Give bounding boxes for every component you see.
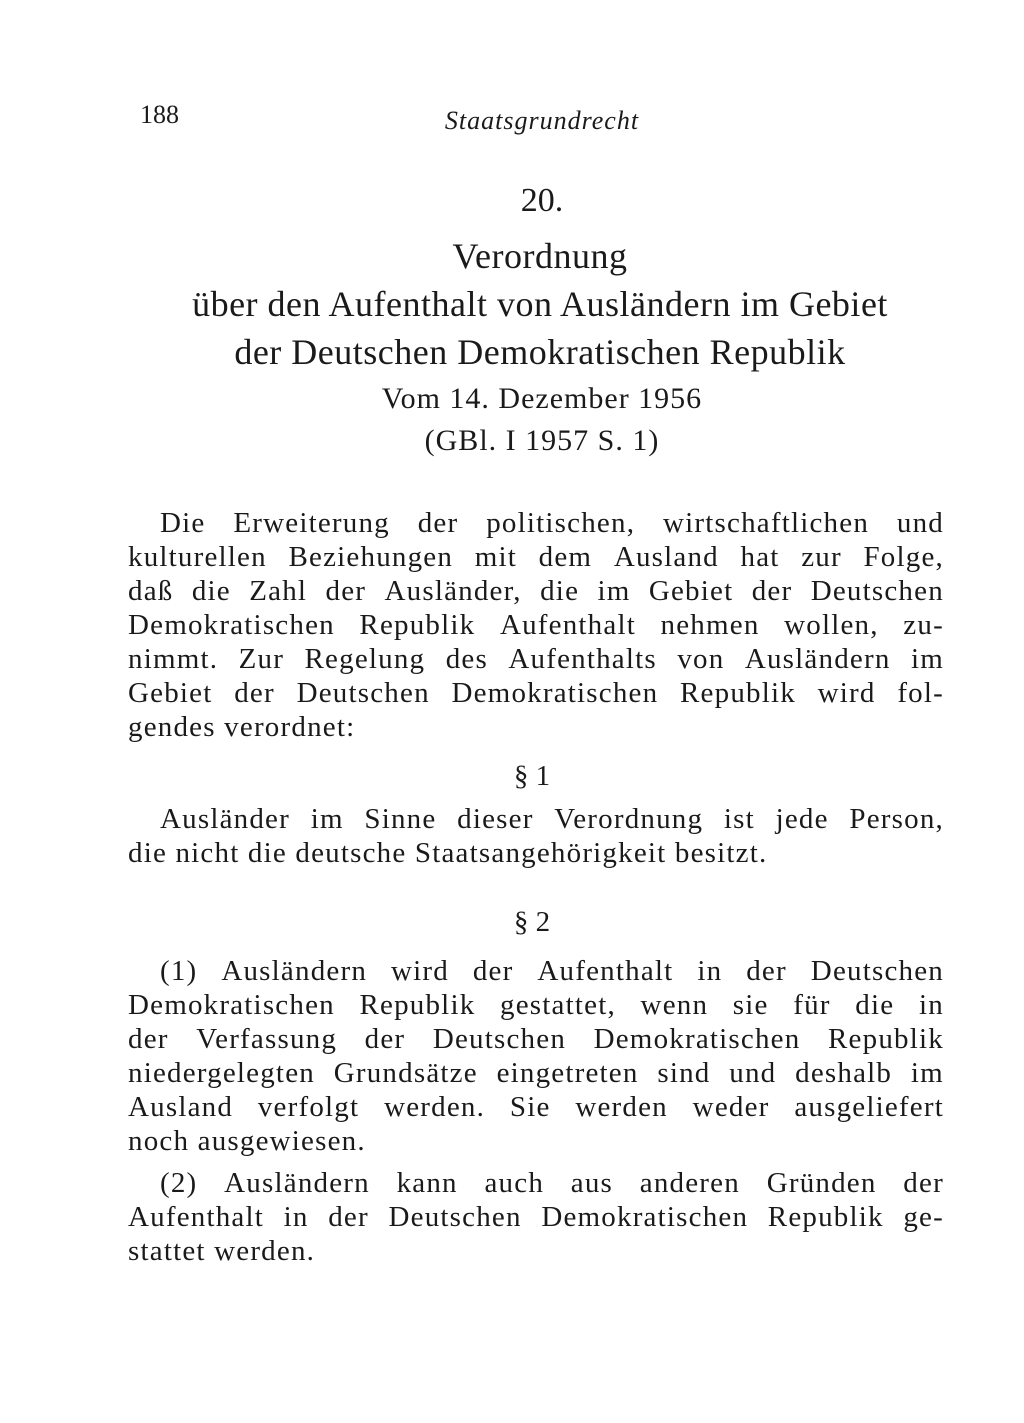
text-line: Ausland verfolgt werden. Sie werden weder ausgeliefert bbox=[128, 1091, 944, 1123]
text-line: daß die Zahl der Ausländer, die im Gebiet der Deutschen bbox=[128, 575, 944, 607]
document-source: (GBl. I 1957 S. 1) bbox=[424, 424, 660, 457]
text-line: die nicht die deutsche Staatsangehörigkeit besitzt. bbox=[128, 837, 768, 869]
text-line: noch ausgewiesen. bbox=[128, 1125, 366, 1157]
section-2-paragraph-1 bbox=[128, 954, 944, 1158]
text-line: gendes verordnet: bbox=[128, 711, 356, 743]
text-line: Demokratischen Republik Aufenthalt nehmen wollen, zu- bbox=[128, 609, 944, 641]
text-line: Die Erweiterung der politischen, wirtschaftlichen und bbox=[160, 507, 944, 539]
text-line: (1) Ausländern wird der Aufenthalt in der Deutschen bbox=[160, 955, 944, 987]
text-line: Aufenthalt in der Deutschen Demokratischen Republik ge- bbox=[128, 1201, 944, 1233]
section-2-paragraph-2 bbox=[128, 1166, 944, 1268]
text-line: Demokratischen Republik gestattet, wenn sie für die in bbox=[128, 989, 944, 1021]
title-line: über den Aufenthalt von Ausländern im Gebiet bbox=[192, 284, 888, 324]
document-date: Vom 14. Dezember 1956 bbox=[381, 382, 703, 415]
title-line: Verordnung bbox=[452, 236, 628, 276]
document-number: 20. bbox=[520, 182, 564, 219]
section-1-text bbox=[128, 802, 944, 870]
section-2-heading: § 2 bbox=[513, 906, 551, 938]
preamble bbox=[128, 506, 944, 744]
running-head: Staatsgrundrecht bbox=[444, 106, 640, 135]
text-line: stattet werden. bbox=[128, 1235, 316, 1267]
page-number: 188 bbox=[140, 100, 179, 129]
text-line: kulturellen Beziehungen mit dem Ausland hat zur Folge, bbox=[128, 541, 944, 573]
text-line: nimmt. Zur Regelung des Aufenthalts von Ausländern im bbox=[128, 643, 944, 675]
text-line: Gebiet der Deutschen Demokratischen Republik wird fol- bbox=[128, 677, 944, 709]
text-line: niedergelegten Grundsätze eingetreten sind und deshalb im bbox=[128, 1057, 944, 1089]
document-title bbox=[130, 232, 950, 376]
text-line: der Verfassung der Deutschen Demokratischen Republik bbox=[128, 1023, 944, 1055]
text-line: Ausländer im Sinne dieser Verordnung ist jede Person, bbox=[160, 803, 944, 835]
text-line: (2) Ausländern kann auch aus anderen Gründen der bbox=[160, 1167, 944, 1199]
section-1-heading: § 1 bbox=[513, 760, 551, 792]
title-line: der Deutschen Demokratischen Republik bbox=[234, 332, 846, 372]
